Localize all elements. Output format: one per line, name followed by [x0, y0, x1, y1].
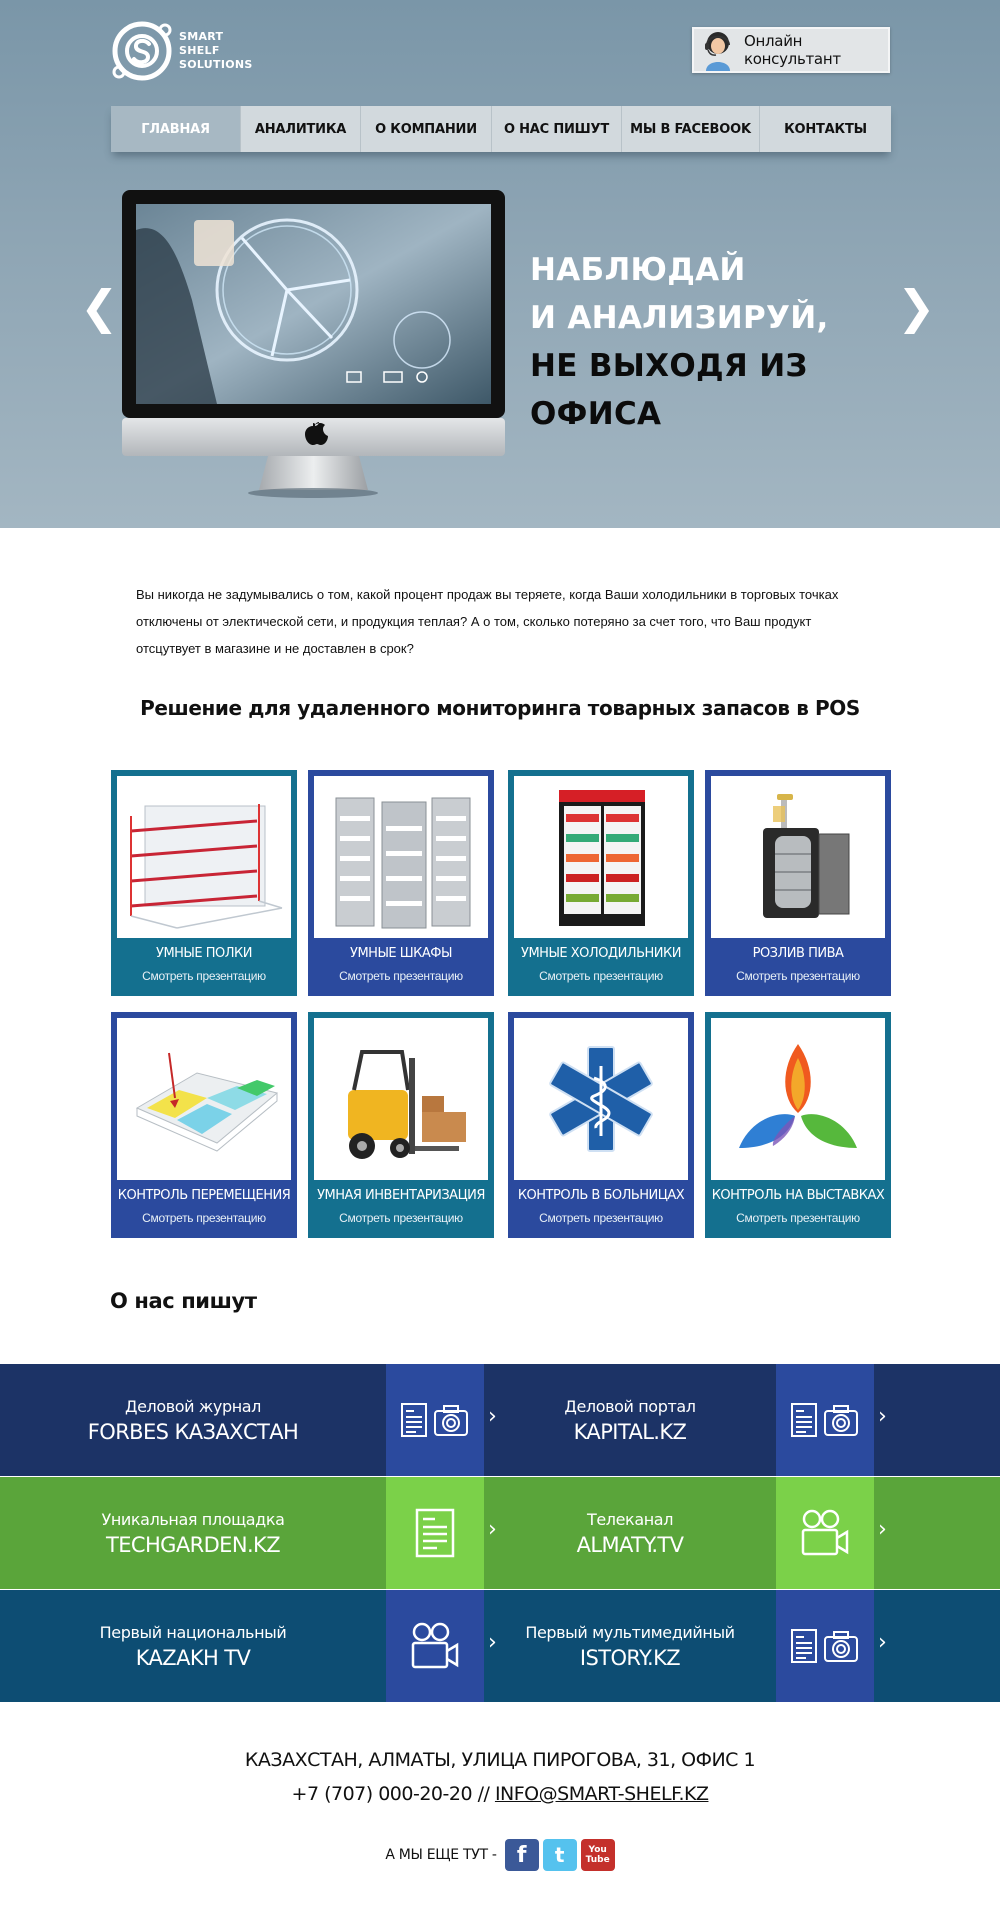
- card-title: УМНЫЕ ХОЛОДИЛЬНИКИ: [521, 946, 681, 961]
- card-title: РОЗЛИВ ПИВА: [752, 946, 844, 961]
- press-source-type: Деловой журнал: [125, 1396, 261, 1416]
- chevron-right-icon: ›: [878, 1630, 887, 1655]
- card-link[interactable]: Смотреть презентацию: [339, 1211, 463, 1225]
- press-item-kazakh-tv[interactable]: [0, 1590, 497, 1702]
- camera-icon: [823, 1629, 859, 1663]
- press-section-title: О нас пишут: [110, 1289, 257, 1313]
- press-source-name: FORBES КАЗАХСТАН: [87, 1419, 299, 1444]
- document-icon: [401, 1403, 427, 1437]
- main-nav: [111, 106, 891, 152]
- press-icon-box: [776, 1477, 874, 1589]
- social-label: А МЫ ЕЩЕ ТУТ -: [385, 1847, 497, 1863]
- nav-item-press[interactable]: О НАС ПИШУТ: [492, 106, 622, 152]
- press-row: [0, 1590, 1000, 1702]
- hero-banner: [0, 0, 1000, 528]
- chevron-right-icon: ›: [488, 1517, 497, 1542]
- social-links: [0, 1839, 1000, 1871]
- footer-contact: [0, 1783, 1000, 1805]
- footer-email-link[interactable]: INFO@SMART-SHELF.KZ: [494, 1783, 709, 1805]
- card-title: КОНТРОЛЬ ПЕРЕМЕЩЕНИЯ: [117, 1188, 291, 1203]
- press-item-kapital[interactable]: [485, 1364, 1000, 1476]
- press-source-name: ALMATY.TV: [576, 1532, 684, 1557]
- press-icon-box: [386, 1364, 484, 1476]
- press-item-techgarden[interactable]: [0, 1477, 497, 1589]
- monitor-image: [122, 190, 505, 500]
- camera-icon: [823, 1403, 859, 1437]
- press-source-name: KAPITAL.KZ: [573, 1419, 687, 1444]
- shelves-image: [117, 776, 291, 938]
- slider-headline: [530, 246, 910, 438]
- forklift-image: [314, 1018, 488, 1180]
- cabinets-image: [314, 776, 488, 938]
- nav-item-facebook[interactable]: МЫ В FACEBOOK: [622, 106, 760, 152]
- card-title: УМНЫЕ ШКАФЫ: [350, 946, 452, 961]
- card-smart-cabinets[interactable]: [308, 770, 494, 996]
- press-source-type: Телеканал: [586, 1509, 674, 1529]
- press-source-name: ISTORY.KZ: [579, 1645, 681, 1670]
- card-hospital-control[interactable]: [508, 1012, 694, 1238]
- card-title: УМНАЯ ИНВЕНТАРИЗАЦИЯ: [317, 1188, 485, 1203]
- headline-line-2: И АНАЛИЗИРУЙ,: [530, 300, 829, 336]
- card-link[interactable]: Смотреть презентацию: [142, 1211, 266, 1225]
- online-consultant-button[interactable]: [692, 27, 890, 73]
- beer-keg-image: [711, 776, 885, 938]
- press-source-type: Уникальная площадка: [101, 1509, 285, 1529]
- card-title: КОНТРОЛЬ НА ВЫСТАВКАХ: [711, 1188, 885, 1203]
- floorplan-image: [117, 1018, 291, 1180]
- headline-line-3: НЕ ВЫХОДЯ ИЗ ОФИСА: [530, 348, 808, 432]
- star-of-life-image: [514, 1018, 688, 1180]
- press-icon-box: [776, 1590, 874, 1702]
- card-smart-shelves[interactable]: [111, 770, 297, 996]
- press-icon-box: [386, 1477, 484, 1589]
- card-link[interactable]: Смотреть презентацию: [339, 969, 463, 983]
- card-smart-inventory[interactable]: [308, 1012, 494, 1238]
- document-icon: [415, 1508, 455, 1558]
- logo-text: SMART SHELF SOLUTIONS: [179, 30, 253, 71]
- video-camera-icon: [800, 1508, 850, 1558]
- intro-text: Вы никогда не задумывались о том, какой процент продаж вы теряете, когда Ваши холодильники в торговых точках отключены от электической сети, и продукция теплая? А о том, сколько потеряно за счет того, что Ваш продукт отсцутвует в магазине и не доставлен в срок?: [136, 587, 839, 656]
- card-link[interactable]: Смотреть презентацию: [736, 1211, 860, 1225]
- slider-next-arrow[interactable]: ❯: [897, 280, 936, 334]
- press-section: [0, 1364, 1000, 1701]
- press-source-name: TECHGARDEN.KZ: [106, 1532, 280, 1557]
- card-link[interactable]: Смотреть презентацию: [736, 969, 860, 983]
- solution-title: Решение для удаленного мониторинга товарных запасов в POS: [140, 696, 860, 720]
- footer-address: КАЗАХСТАН, АЛМАТЫ, УЛИЦА ПИРОГОВА, 31, ОФИС 1: [244, 1749, 756, 1771]
- card-title: УМНЫЕ ПОЛКИ: [156, 946, 252, 961]
- headline-line-1: НАБЛЮДАЙ: [530, 252, 746, 288]
- card-link[interactable]: Смотреть презентацию: [142, 969, 266, 983]
- camera-icon: [433, 1403, 469, 1437]
- nav-item-home[interactable]: ГЛАВНАЯ: [111, 106, 241, 152]
- press-row: [0, 1364, 1000, 1476]
- chevron-right-icon: ›: [488, 1630, 497, 1655]
- press-source-type: Деловой портал: [564, 1396, 696, 1416]
- press-source-type: Первый национальный: [99, 1622, 287, 1642]
- press-item-istory[interactable]: [485, 1590, 1000, 1702]
- nav-item-contacts[interactable]: КОНТАКТЫ: [784, 121, 867, 137]
- card-link[interactable]: Смотреть презентацию: [539, 1211, 663, 1225]
- chevron-right-icon: ›: [488, 1404, 497, 1429]
- card-title: КОНТРОЛЬ В БОЛЬНИЦАХ: [517, 1188, 685, 1203]
- slider-prev-arrow[interactable]: ❮: [80, 280, 119, 334]
- nav-item-about-company[interactable]: О КОМПАНИИ: [361, 106, 492, 152]
- card-beer-dispensing[interactable]: [705, 770, 891, 996]
- press-source-type: Первый мультимедийный: [525, 1622, 735, 1642]
- card-smart-fridges[interactable]: [508, 770, 694, 996]
- site-logo[interactable]: [111, 18, 251, 84]
- expo-logo-image: [711, 1018, 885, 1180]
- facebook-icon[interactable]: f: [505, 1839, 539, 1871]
- nav-item-analytics[interactable]: АНАЛИТИКА: [241, 106, 361, 152]
- card-exhibition-control[interactable]: [705, 1012, 891, 1238]
- video-camera-icon: [410, 1621, 460, 1671]
- press-item-forbes[interactable]: [0, 1364, 497, 1476]
- twitter-icon[interactable]: t: [543, 1839, 577, 1871]
- press-source-name: KAZAKH TV: [135, 1645, 251, 1670]
- logo-icon: [111, 20, 173, 82]
- document-icon: [791, 1403, 817, 1437]
- chevron-right-icon: ›: [878, 1404, 887, 1429]
- press-item-almaty-tv[interactable]: [485, 1477, 1000, 1589]
- press-icon-box: [776, 1364, 874, 1476]
- fridge-image: [514, 776, 688, 938]
- footer-phone[interactable]: +7 (707) 000-20-20 //: [291, 1783, 490, 1805]
- card-link[interactable]: Смотреть презентацию: [539, 969, 663, 983]
- consultant-label: Онлайн консультант: [744, 32, 841, 68]
- card-movement-control[interactable]: [111, 1012, 297, 1238]
- youtube-icon[interactable]: You Tube: [581, 1839, 615, 1871]
- chevron-right-icon: ›: [878, 1517, 887, 1542]
- press-row: [0, 1477, 1000, 1589]
- consultant-avatar-icon: [698, 29, 738, 71]
- document-icon: [791, 1629, 817, 1663]
- press-icon-box: [386, 1590, 484, 1702]
